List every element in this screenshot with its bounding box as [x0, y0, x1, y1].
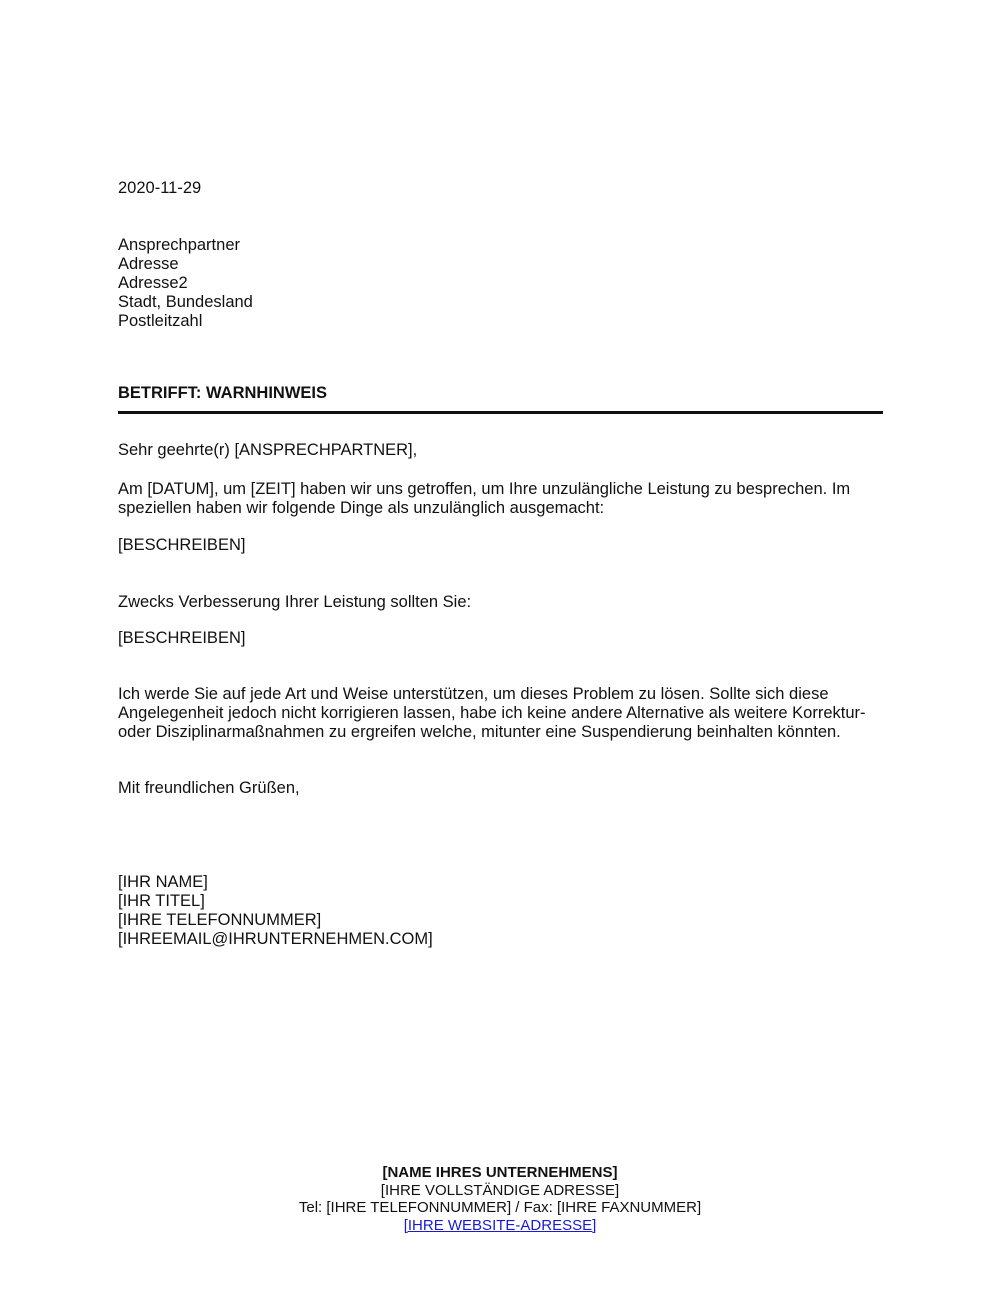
recipient-name: Ansprechpartner: [118, 236, 240, 254]
body-paragraph-improvement: Zwecks Verbesserung Ihrer Leistung sollten Sie:: [118, 593, 472, 611]
paragraph-line: Am [DATUM], um [ZEIT] haben wir uns getroffen, um Ihre unzulängliche Leistung zu besprechen. Im: [118, 480, 851, 498]
recipient-address-block: [118, 236, 253, 331]
paragraph-line: Angelegenheit jedoch nicht korrigieren lassen, habe ich keine andere Alternative als weitere Korrektur-: [118, 704, 866, 722]
body-paragraph-support: [118, 685, 888, 742]
signature-email: [IHREEMAIL@IHRUNTERNEHMEN.COM]: [118, 930, 433, 948]
closing: Mit freundlichen Grüßen,: [118, 779, 300, 797]
signature-block: [118, 873, 433, 949]
description-placeholder-1: [BESCHREIBEN]: [118, 536, 246, 554]
recipient-postal-code: Postleitzahl: [118, 312, 203, 330]
footer-company-name: [NAME IHRES UNTERNEHMENS]: [382, 1164, 618, 1181]
recipient-address-line-2: Adresse2: [118, 274, 188, 292]
salutation: Sehr geehrte(r) [ANSPRECHPARTNER],: [118, 441, 418, 459]
letter-date: 2020-11-29: [118, 179, 202, 197]
recipient-city-state: Stadt, Bundesland: [118, 293, 253, 311]
letter-footer: [0, 1164, 1000, 1234]
recipient-address-line-1: Adresse: [118, 255, 179, 273]
footer-contact: Tel: [IHRE TELEFONNUMMER] / Fax: [IHRE FAXNUMMER]: [298, 1199, 702, 1216]
subject-divider: [118, 411, 883, 414]
paragraph-line: Ich werde Sie auf jede Art und Weise unterstützen, um dieses Problem zu lösen. Sollte sich diese: [118, 685, 829, 703]
footer-website-link[interactable]: [IHRE WEBSITE-ADRESSE]: [403, 1216, 597, 1234]
paragraph-line: oder Disziplinarmaßnahmen zu ergreifen welche, mitunter eine Suspendierung beinhalten könnten.: [118, 723, 841, 741]
signature-title: [IHR TITEL]: [118, 892, 205, 910]
paragraph-line: speziellen haben wir folgende Dinge als unzulänglich ausgemacht:: [118, 499, 605, 517]
signature-name: [IHR NAME]: [118, 873, 208, 891]
body-paragraph-meeting: [118, 480, 888, 518]
subject-line: BETRIFFT: WARNHINWEIS: [118, 384, 327, 402]
signature-phone: [IHRE TELEFONNUMMER]: [118, 911, 322, 929]
footer-address: [IHRE VOLLSTÄNDIGE ADRESSE]: [380, 1181, 620, 1199]
description-placeholder-2: [BESCHREIBEN]: [118, 629, 246, 647]
